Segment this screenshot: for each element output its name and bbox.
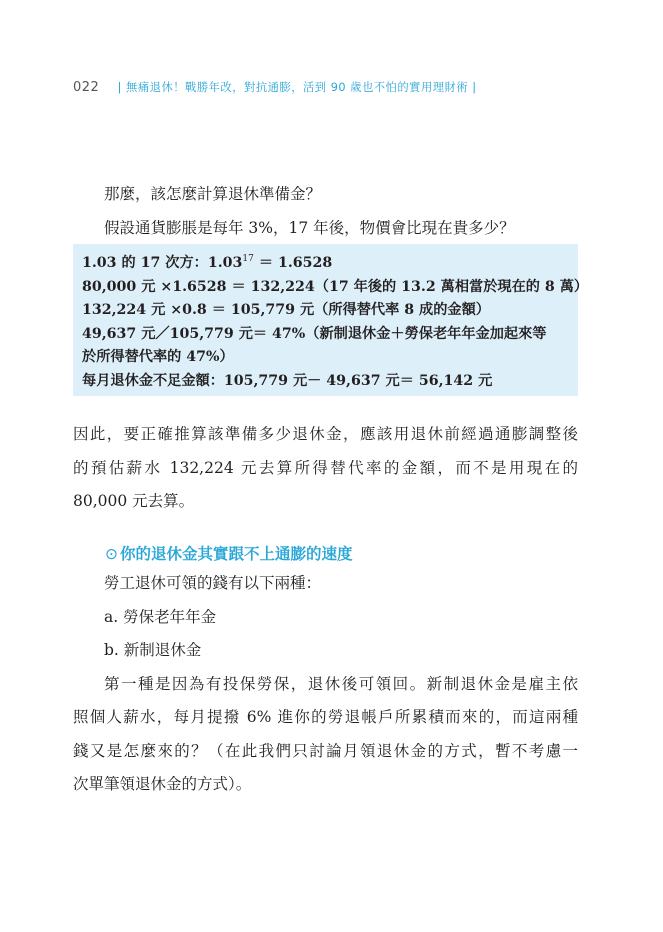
formula-line: 於所得替代率的 47%） xyxy=(82,349,234,365)
formula-line: 80,000 元 ×1.6528 ＝ 132,224（17 年後的 13.2 萬相當於現在的 8 萬） xyxy=(82,278,589,295)
list-item: a. 勞保老年年金 xyxy=(104,607,217,626)
formula-box xyxy=(73,244,589,396)
formula-text: 1.03 的 17 次方：1.03 xyxy=(82,255,243,271)
body-line: 次單筆領退休金的方式）。 xyxy=(73,775,252,793)
formula-text: ＝ 1.6528 xyxy=(253,255,333,271)
body-paragraph xyxy=(73,567,578,802)
page-header xyxy=(73,79,477,95)
circle-dot-icon: ⊙ xyxy=(105,545,118,563)
intro-line: 那麼，該怎麼計算退休準備金？ xyxy=(104,185,322,203)
formula-line xyxy=(82,252,570,276)
running-title: | 無痛退休！戰勝年改，對抗通膨，活到 90 歲也不怕的實用理財術 | xyxy=(117,81,477,94)
conclusion-line: 因此，要正確推算該準備多少退休金，應該用退休前經過通膨調整後 xyxy=(73,425,578,443)
list-item: b. 新制退休金 xyxy=(104,641,202,659)
formula-line: 49,637 元／105,779 元＝ 47%（新制退休金＋勞保老年年金加起來等 xyxy=(82,325,547,342)
conclusion-line: 80,000 元去算。 xyxy=(73,492,195,510)
body-line: 勞工退休可領的錢有以下兩種： xyxy=(104,574,322,592)
conclusion-paragraph xyxy=(73,418,578,519)
page-number: 022 xyxy=(73,80,100,95)
body-line: 第一種是因為有投保勞保，退休後可領回。新制退休金是雇主依 xyxy=(104,674,578,693)
section-heading-text: 你的退休金其實跟不上通膨的速度 xyxy=(120,545,353,563)
intro-paragraph xyxy=(73,178,578,245)
formula-exponent: 17 xyxy=(242,254,254,264)
section-heading xyxy=(105,542,353,564)
conclusion-line: 的預估薪水 132,224 元去算所得替代率的金額，而不是用現在的 xyxy=(73,458,578,477)
body-line: 錢又是怎麼來的？（在此我們只討論月領退休金的方式，暫不考慮一 xyxy=(73,741,578,760)
formula-line: 132,224 元 ×0.8 ＝ 105,779 元（所得替代率 8 成的金額） xyxy=(82,302,490,318)
formula-line: 每月退休金不足金額：105,779 元－ 49,637 元＝ 56,142 元 xyxy=(82,372,493,389)
intro-line: 假設通貨膨脹是每年 3%，17 年後，物價會比現在貴多少？ xyxy=(104,218,515,237)
body-line: 照個人薪水，每月提撥 6% 進你的勞退帳戶所累積而來的，而這兩種 xyxy=(73,708,578,726)
